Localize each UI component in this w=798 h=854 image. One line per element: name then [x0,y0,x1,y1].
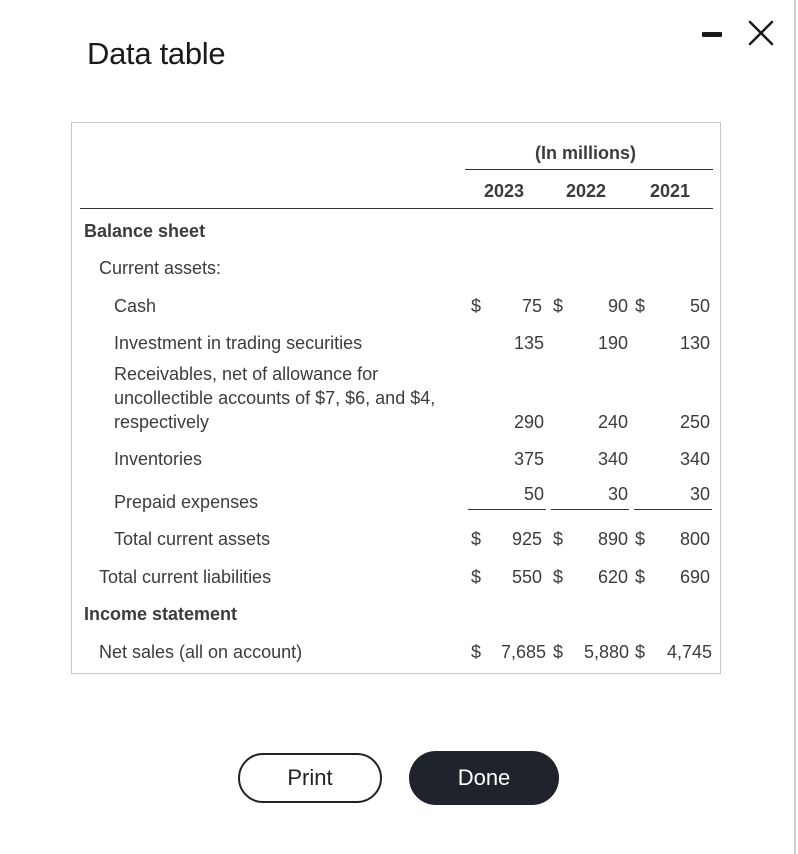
section-income-statement: Income statement [84,604,238,624]
cell-total-current-assets-2022: 890 [597,529,628,549]
subtotal-rule-2023 [468,509,546,510]
currency-symbol: $ [471,642,482,662]
cell-inventories-2022: 340 [597,449,628,469]
row-label-inventories: Inventories [114,449,203,469]
header-rule [465,169,713,170]
print-button[interactable]: Print [238,753,382,803]
subtotal-rule-2022 [551,509,629,510]
row-label-investment: Investment in trading securities [114,333,363,353]
cell-total-current-liabilities-2021: 690 [679,567,710,587]
header-in-millions: (In millions) [535,143,636,163]
cell-prepaid-2021: 30 [689,484,710,504]
section-balance-sheet: Balance sheet [84,221,206,241]
cell-cash-2022: 90 [607,296,628,316]
minimize-icon[interactable] [702,32,722,37]
header-year-2022: 2022 [566,181,607,201]
cell-prepaid-2022: 30 [607,484,628,504]
currency-symbol: $ [635,567,646,587]
currency-symbol: $ [471,567,482,587]
cell-investment-2023: 135 [513,333,544,353]
currency-symbol: $ [553,529,564,549]
cell-total-current-assets-2021: 800 [679,529,710,549]
cell-total-current-assets-2023: 925 [511,529,542,549]
header-year-2021: 2021 [650,181,691,201]
currency-symbol: $ [553,296,564,316]
done-button[interactable]: Done [409,751,559,805]
header-year-2023: 2023 [484,181,525,201]
currency-symbol: $ [553,567,564,587]
cell-inventories-2021: 340 [679,449,710,469]
currency-symbol: $ [635,529,646,549]
cell-net-sales-2021: 4,745 [666,642,712,662]
currency-symbol: $ [635,642,646,662]
cell-receivables-2022: 240 [597,412,628,432]
row-label-net-sales: Net sales (all on account) [99,642,303,662]
row-label-total-current-assets: Total current assets [114,529,271,549]
currency-symbol: $ [553,642,564,662]
cell-net-sales-2023: 7,685 [500,642,546,662]
subtotal-rule-2021 [634,509,712,510]
currency-symbol: $ [635,296,646,316]
cell-total-current-liabilities-2023: 550 [511,567,542,587]
cell-prepaid-2023: 50 [523,484,544,504]
subsection-current-assets: Current assets: [99,258,222,278]
cell-investment-2021: 130 [679,333,710,353]
cell-investment-2022: 190 [597,333,628,353]
currency-symbol: $ [471,529,482,549]
cell-receivables-2021: 250 [679,412,710,432]
currency-symbol: $ [471,296,482,316]
dialog-title: Data table [87,36,226,71]
row-label-total-current-liabilities: Total current liabilities [99,567,272,587]
cell-net-sales-2022: 5,880 [583,642,629,662]
cell-inventories-2023: 375 [513,449,544,469]
header-bottom-rule [80,208,713,209]
row-label-prepaid: Prepaid expenses [114,492,259,512]
cell-cash-2023: 75 [521,296,542,316]
cell-cash-2021: 50 [689,296,710,316]
cell-receivables-2023: 290 [513,412,544,432]
cell-total-current-liabilities-2022: 620 [597,567,628,587]
close-icon[interactable] [747,19,775,47]
row-label-receivables: Receivables, net of allowance for uncollectible accounts of $7, $6, and $4, respectively [114,364,436,432]
financial-data-table [71,122,721,674]
row-label-cash: Cash [114,296,157,316]
